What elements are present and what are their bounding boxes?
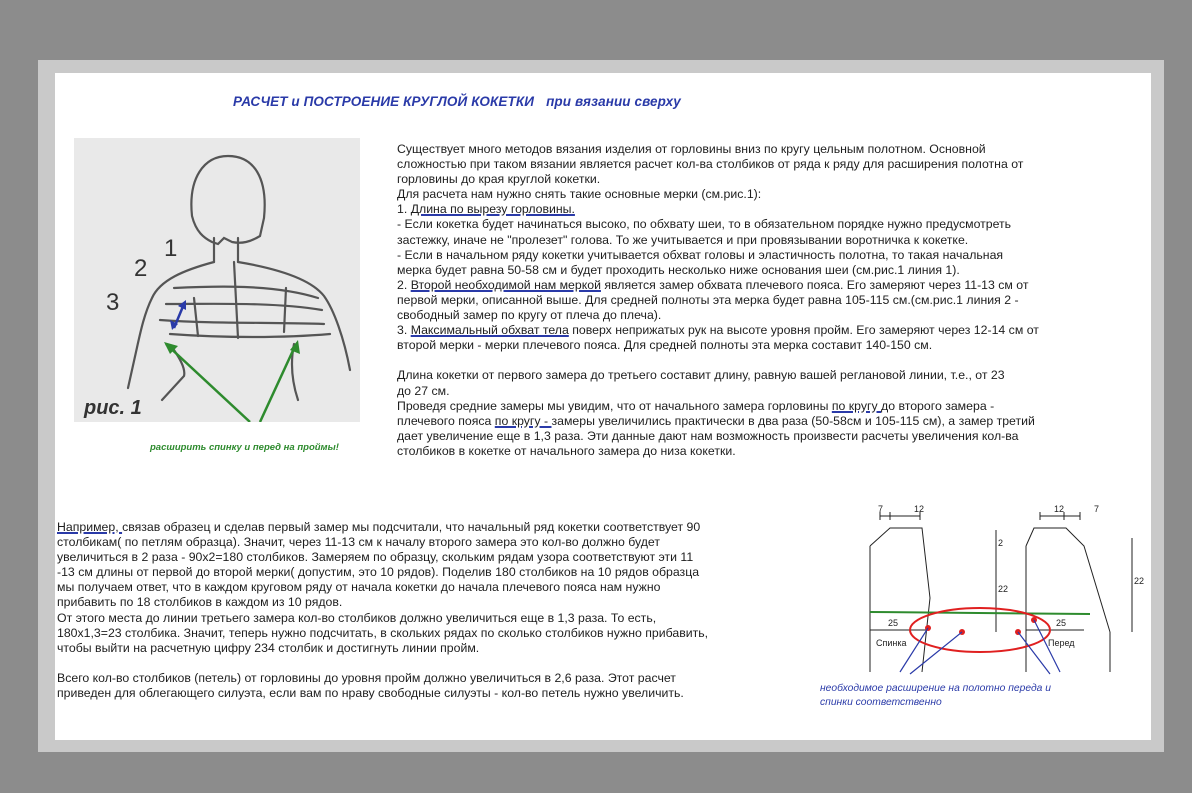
- text-line: [57, 595, 708, 610]
- text-line: [397, 308, 1039, 323]
- dim-7-left: 7: [878, 504, 884, 514]
- text-line: [57, 535, 708, 550]
- text-line: [397, 338, 1039, 353]
- text-segment: 180х1,3=23 столбика. Значит, теперь нужно подсчитать, в скольких рядах по сколько столбиков нужно прибавить,: [57, 625, 709, 640]
- text-segment: связав образец и сделав первый замер мы подсчитали, что начальный ряд кокетки соответствует 90: [122, 520, 701, 534]
- dim-2: 2: [998, 538, 1004, 548]
- text-segment: приведен для облегающего силуэта, если вам по нраву свободные силуэты - кол-во петель нужно увеличить.: [57, 686, 684, 701]
- text-segment: второй мерки - мерки плечевого пояса. Для средней полноты эта мерка составит 140-150 см.: [397, 338, 933, 353]
- text-segment: столбиков в кокетке от начального замера до низа кокетки.: [397, 443, 736, 458]
- text-line: [57, 656, 708, 671]
- title-main: РАСЧЕТ и ПОСТРОЕНИЕ КРУГЛОЙ КОКЕТКИ: [233, 94, 535, 109]
- page-title: [233, 94, 681, 109]
- figure-1-body-sketch: [74, 138, 360, 422]
- dim-7-right: 7: [1094, 504, 1100, 514]
- text-segment: застежку, иначе не "пролезет" голова. То же учитывается и при провязывании воротничка к кокетке.: [397, 232, 969, 247]
- underlined-term: по кругу -: [494, 413, 552, 428]
- dim-12-right: 12: [1054, 504, 1065, 514]
- text-line: [397, 368, 1039, 383]
- underlined-term: Длина по вырезу горловины.: [410, 202, 575, 217]
- underlined-term: Например,: [57, 520, 123, 534]
- label-front: Перед: [1048, 638, 1075, 648]
- text-segment: сложностью при таком вязании является расчет кол-ва столбиков от ряда к ряду для расширения полотна от: [397, 157, 1024, 172]
- text-segment: Существует много методов вязания изделия от горловины вниз по кругу цельным полотном. Основной: [397, 142, 986, 156]
- text-segment: свободный замер по кругу от плеча до плеча).: [397, 308, 662, 323]
- text-line: [57, 550, 708, 565]
- example-text: [57, 520, 708, 701]
- text-segment: 3.: [397, 323, 411, 338]
- text-line: [57, 580, 708, 595]
- intro-text: [397, 142, 1039, 459]
- figure-1-label: рис. 1: [84, 397, 142, 419]
- text-line: [57, 671, 708, 686]
- line-number-3: 3: [106, 289, 120, 316]
- text-segment: горловины до края круглой кокетки.: [397, 172, 601, 187]
- text-line: [57, 626, 708, 641]
- text-line: [397, 248, 1039, 263]
- text-segment: 1.: [397, 202, 411, 217]
- line-number-2: 2: [134, 255, 148, 282]
- figure-2-caption: [820, 682, 1051, 709]
- text-line: [397, 323, 1039, 338]
- text-segment: столбикам( по петлям образца). Значит, через 11-13 см к началу второго замера это кол-во должно будет: [57, 535, 660, 550]
- text-line: [397, 202, 1039, 217]
- front-piece-sides: [1026, 546, 1110, 672]
- underlined-term: по кругу: [831, 398, 882, 413]
- underlined-term: Максимальный обхват тела: [410, 323, 569, 338]
- text-line: [397, 353, 1039, 368]
- text-segment: Длина кокетки от первого замера до третьего составит длину, равную вашей реглановой линии, т.е., от 23: [397, 368, 1005, 383]
- text-line: [57, 611, 708, 626]
- text-line: [57, 565, 708, 580]
- text-line: [397, 278, 1039, 293]
- label-back: Спинка: [876, 638, 907, 648]
- text-segment: плечевого пояса: [397, 413, 495, 428]
- text-segment: мерка будет равна 50-58 см и будет проходить несколько ниже основания шеи (см.рис.1 линия 1).: [397, 262, 960, 277]
- dim-25-right: 25: [1056, 618, 1067, 628]
- text-segment: первой мерки, описанной выше. Для средней полноты эта мерка будет равна 105-115 см.(см.рис.1 линия 2 -: [397, 292, 1019, 307]
- text-line: [397, 414, 1039, 429]
- text-line: [397, 157, 1039, 172]
- dim-25-left: 25: [888, 618, 899, 628]
- text-segment: поверх неприжатых рук на высоте уровня пройм. Его замеряют через 12-14 см от: [568, 323, 1039, 338]
- text-segment: 2.: [397, 277, 411, 292]
- text-segment: до второго замера -: [881, 398, 995, 413]
- figure-2-pattern: [830, 502, 1150, 682]
- figure-1-background: [74, 138, 360, 422]
- text-line: [397, 384, 1039, 399]
- title-sub: при вязании сверху: [546, 94, 681, 109]
- figure-2-caption-line-2: спинки соответственно: [820, 696, 942, 708]
- text-segment: - Если в начальном ряду кокетки учитывается обхват головы и эластичность полотна, то такая начальная: [397, 247, 1004, 262]
- text-segment: Всего кол-во столбиков (петель) от горловины до уровня пройм должно увеличиться в 2,6 раза. Этот расчет: [57, 670, 676, 685]
- line-number-1: 1: [164, 235, 178, 262]
- text-line: [397, 293, 1039, 308]
- text-line: [397, 217, 1039, 232]
- text-segment: является замер обхвата плечевого пояса. Его замеряют через 11-13 см от: [600, 277, 1029, 292]
- dim-22-right: 22: [1134, 576, 1145, 586]
- text-segment: Для расчета нам нужно снять такие основные мерки (см.рис.1):: [397, 187, 762, 202]
- text-segment: увеличиться в 2 раза - 90х2=180 столбиков. Замеряем по образцу, скольким рядам узора соответствуют эти 11: [57, 550, 694, 565]
- back-piece-outline: [870, 528, 930, 672]
- text-segment: до 27 см.: [397, 383, 450, 398]
- text-line: [397, 233, 1039, 248]
- text-segment: прибавить по 18 столбиков в каждом из 10 рядов.: [57, 595, 343, 610]
- text-segment: Проведя средние замеры мы увидим, что от начального замера горловины: [397, 398, 832, 413]
- blue-line-2: [910, 632, 962, 674]
- figure-1-caption: расширить спинку и перед на проймы!: [150, 442, 339, 453]
- text-line: [397, 142, 1039, 157]
- text-segment: чтобы выйти на расчетную цифру 234 столбик и достигнуть линии пройм.: [57, 640, 480, 655]
- text-segment: - Если кокетка будет начинаться высоко, по обхвату шеи, то в обязательном порядке нужно предусмотреть: [397, 217, 1012, 232]
- text-segment: От этого места до линии третьего замера кол-во столбиков должно увеличиться еще в 1,3 раза. То есть,: [57, 610, 657, 625]
- front-piece-outline: [1026, 528, 1110, 632]
- figure-2-caption-line-1: необходимое расширение на полотно переда и: [820, 683, 1051, 694]
- text-line: [397, 172, 1039, 187]
- text-line: [397, 444, 1039, 459]
- text-line: [397, 263, 1039, 278]
- underlined-term: Второй необходимой нам меркой: [410, 277, 601, 292]
- text-segment: замеры увеличились практически в два раза (50-58см и 105-115 см), а замер третий: [551, 413, 1035, 428]
- text-line: [397, 187, 1039, 202]
- text-segment: мы получаем ответ, что в каждом круговом ряду от начала кокетки до начала плечевого пояса нам нужно: [57, 580, 661, 595]
- green-armhole-line: [870, 612, 1090, 614]
- text-segment: дает увеличение еще в 1,3 раза. Эти данные дают нам возможность произвести расчеты увеличения кол-ва: [397, 428, 1019, 443]
- text-line: [57, 686, 708, 701]
- text-line: [397, 429, 1039, 444]
- text-line: [57, 641, 708, 656]
- text-segment: -13 см длины от первой до второй мерки( допустим, это 10 рядов). Поделив 180 столбиков на 10 рядов образца: [57, 565, 700, 580]
- dim-12-left: 12: [914, 504, 925, 514]
- text-line: [57, 520, 708, 535]
- dim-22-left: 22: [998, 584, 1009, 594]
- blue-line-1: [900, 628, 928, 672]
- text-line: [397, 399, 1039, 414]
